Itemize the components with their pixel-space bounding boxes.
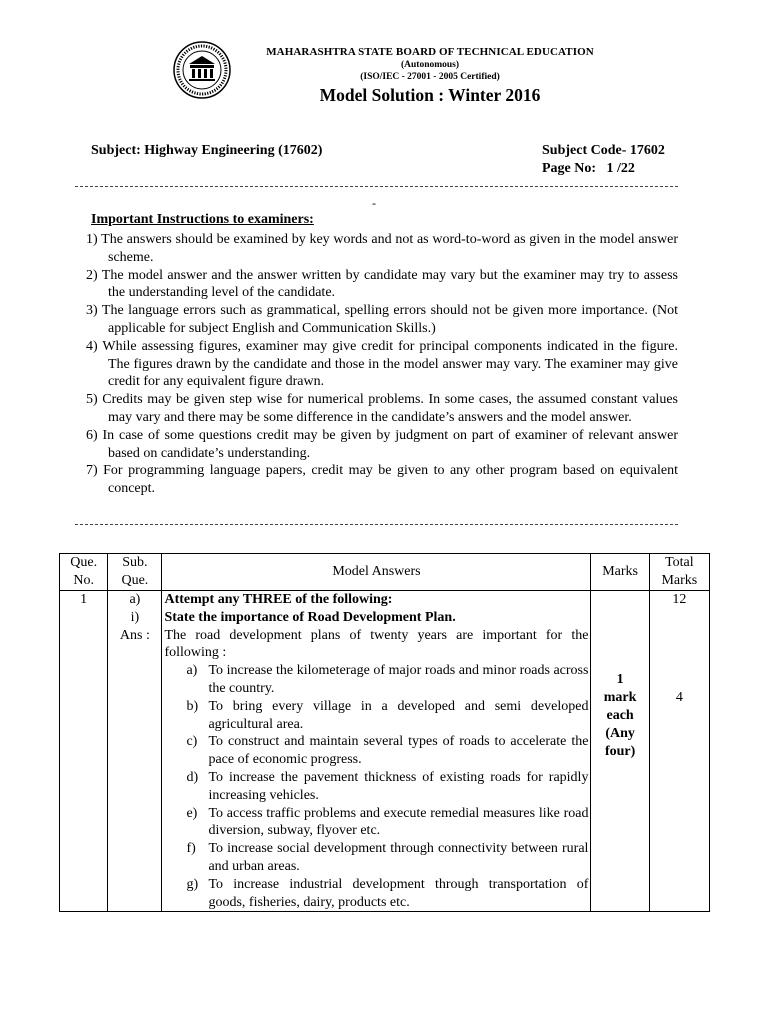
autonomous-label: (Autonomous) bbox=[400, 60, 460, 70]
sub-que-i: i) bbox=[130, 609, 140, 625]
instructions-list bbox=[86, 231, 678, 498]
que-no-cell bbox=[60, 591, 108, 912]
instruction-item: 2) The model answer and the answer written by candidate may vary but the examiner may try to assess the understanding level of the candidate. bbox=[86, 267, 678, 301]
instruction-item: 6) In case of some questions credit may be given by judgment on part of examiner of relevant answer based on candidate’s understanding. bbox=[86, 427, 678, 461]
marks-cell bbox=[591, 591, 649, 912]
board-name: MAHARASHTRA STATE BOARD OF TECHNICAL EDUCATION bbox=[266, 46, 594, 58]
list-item bbox=[164, 698, 588, 734]
table-row bbox=[60, 591, 710, 912]
header-marks: Marks bbox=[591, 554, 649, 591]
sub-que-cell bbox=[108, 591, 162, 912]
instruction-item: 1) The answers should be examined by key words and not as word-to-word as given in the model answer scheme. bbox=[86, 232, 678, 265]
table-header-row bbox=[60, 554, 710, 591]
list-item bbox=[164, 805, 588, 841]
instructions-title: Important Instructions to examiners: bbox=[91, 212, 314, 227]
total-marks-attempt: 12 bbox=[672, 592, 687, 607]
page-title: Model Solution : Winter 2016 bbox=[319, 85, 541, 105]
header-sub-que: Sub. Que. bbox=[108, 554, 162, 591]
model-answer-table bbox=[59, 553, 710, 912]
list-item bbox=[164, 840, 588, 876]
question-text: State the importance of Road Development Plan. bbox=[164, 609, 456, 625]
point-text: To access traffic problems and execute remedial measures like road diversion, subway, flyover etc. bbox=[208, 805, 589, 839]
point-text: To increase the kilometerage of major roads and minor roads across the country. bbox=[208, 663, 589, 696]
divider-top bbox=[75, 186, 678, 187]
instruction-item: 5) Credits may be given step wise for numerical problems. In some cases, the assumed constant values may vary and there may be some difference in the candidate’s answers and the model answer. bbox=[86, 392, 678, 425]
instruction-item: 7) For programming language papers, credit may be given to any other program based on equivalent concept. bbox=[86, 463, 678, 497]
answer-label: Ans : bbox=[119, 627, 150, 643]
marks-line: each bbox=[606, 708, 634, 723]
point-label: g) bbox=[186, 876, 199, 892]
marks-line: mark bbox=[603, 690, 637, 705]
msbte-seal-icon bbox=[172, 40, 232, 100]
point-text: To bring every village in a developed and semi developed agricultural area. bbox=[208, 698, 589, 732]
sub-que-a: a) bbox=[129, 592, 141, 607]
point-label: c) bbox=[186, 734, 198, 750]
point-text: To increase industrial development through transportation of goods, fisheries, dairy, products etc. bbox=[208, 876, 589, 910]
list-item bbox=[164, 769, 588, 805]
subject-code: Subject Code- 17602 bbox=[542, 143, 665, 158]
answer-intro: The road development plans of twenty years are important for the following : bbox=[164, 627, 589, 661]
page-number-value: 1 /22 bbox=[606, 161, 635, 176]
subject-name: Subject: Highway Engineering (17602) bbox=[91, 143, 323, 158]
point-text: To increase social development through connectivity between rural and urban areas. bbox=[208, 841, 589, 874]
marks-scheme bbox=[593, 671, 646, 761]
header-que-no: Que. No. bbox=[60, 554, 108, 591]
attempt-instruction: Attempt any THREE of the following: bbox=[164, 592, 393, 607]
marks-line: four) bbox=[604, 744, 636, 759]
que-no: 1 bbox=[80, 592, 88, 607]
list-item bbox=[164, 662, 588, 698]
stray-mark: - bbox=[372, 196, 376, 210]
header-total-marks: Total Marks bbox=[649, 554, 709, 591]
total-marks-cell bbox=[649, 591, 709, 912]
point-label: d) bbox=[186, 769, 199, 785]
marks-line: (Any bbox=[605, 726, 635, 741]
list-item bbox=[164, 876, 588, 912]
instruction-item: 3) The language errors such as grammatical, spelling errors should not be given more importance. (Not applicable for subject English and Communication Skills.) bbox=[86, 303, 678, 336]
marks-line: 1 bbox=[616, 672, 624, 687]
header-model-answers: Model Answers bbox=[162, 554, 591, 591]
answer-cell bbox=[162, 591, 591, 912]
page-number-label: Page No: bbox=[542, 161, 597, 176]
point-label: f) bbox=[186, 841, 196, 857]
point-text: To increase the pavement thickness of existing roads for rapidly increasing vehicles. bbox=[208, 769, 589, 803]
point-label: a) bbox=[186, 663, 198, 679]
instruction-item: 4) While assessing figures, examiner may give credit for principal components indicated in the figure. The figures drawn by the candidate and those in the model answer may vary. The examiner may give credit for any equivalent figure drawn. bbox=[86, 338, 678, 390]
point-text: To construct and maintain several types of roads to accelerate the pace of economic progress. bbox=[208, 734, 589, 768]
iso-certification: (ISO/IEC - 27001 - 2005 Certified) bbox=[360, 72, 500, 82]
point-label: b) bbox=[186, 698, 199, 714]
answer-points bbox=[164, 662, 588, 911]
total-marks-question: 4 bbox=[675, 689, 683, 705]
page-number bbox=[542, 161, 635, 177]
list-item bbox=[164, 733, 588, 769]
divider-bottom bbox=[75, 524, 678, 525]
point-label: e) bbox=[186, 805, 198, 821]
